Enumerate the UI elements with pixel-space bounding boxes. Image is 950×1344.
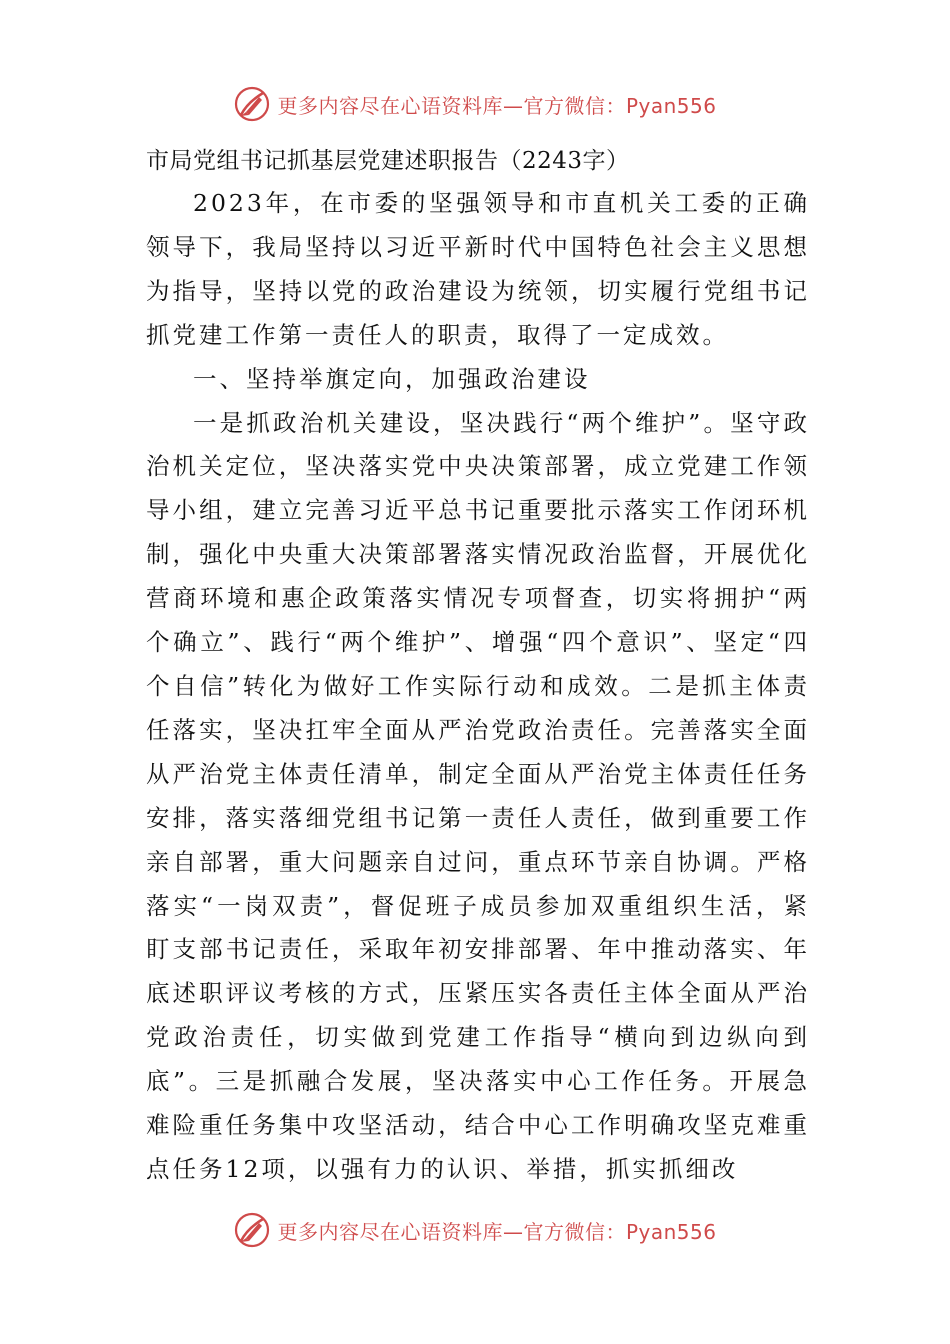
- footer-watermark-text: 更多内容尽在心语资料库—官方微信：Pyan556: [277, 1219, 717, 1244]
- section-body-paragraph: 一是抓政治机关建设，坚决践行“两个维护”。坚守政治机关定位，坚决落实党中央决策部署，成立党建工作领导小组，建立完善习近平总书记重要批示落实工作闭环机制，强化中央重大决策部署落实情况政治监督，开展优化营商环境和惠企政策落实情况专项督查，切实将拥护“两个确立”、践行“两个维护”、增强“四个意识”、坚定“四个自信”转化为做好工作实际行动和成效。二是抓主体责任落实，坚决扛牢全面从严治党政治责任。完善落实全面从严治党主体责任清单，制定全面从严治党主体责任任务安排，落实落细党组书记第一责任人责任，做到重要工作亲自部署，重大问题亲自过问，重点环节亲自协调。严格落实“一岗双责”，督促班子成员参加双重组织生活，紧盯支部书记责任，采取年初安排部署、年中推动落实、年底述职评议考核的方式，压紧压实各责任主体全面从严治党政治责任，切实做到党建工作指导“横向到边纵向到底”。三是抓融合发展，坚决落实中心工作任务。开展急难险重任务集中攻坚活动，结合中心工作明确攻坚克难重点任务12项，以强有力的认识、举措，抓实抓细改: [146, 408, 810, 1183]
- document-body: [146, 140, 810, 1192]
- header-watermark-text: 更多内容尽在心语资料库—官方微信：Pyan556: [277, 93, 717, 118]
- pen-logo-icon: [233, 85, 271, 123]
- header-watermark: [0, 84, 950, 124]
- pen-logo-icon: [233, 1211, 271, 1249]
- footer-watermark: [0, 1210, 950, 1250]
- section-heading: 一、坚持举旗定向，加强政治建设: [193, 364, 591, 393]
- intro-paragraph: 2023年，在市委的坚强领导和市直机关工委的正确领导下，我局坚持以习近平新时代中国特色社会主义思想为指导，坚持以党的政治建设为统领，切实履行党组书记抓党建工作第一责任人的职责，取得了一定成效。: [146, 189, 810, 349]
- document-title: 市局党组书记抓基层党建述职报告（2243字）: [146, 148, 630, 174]
